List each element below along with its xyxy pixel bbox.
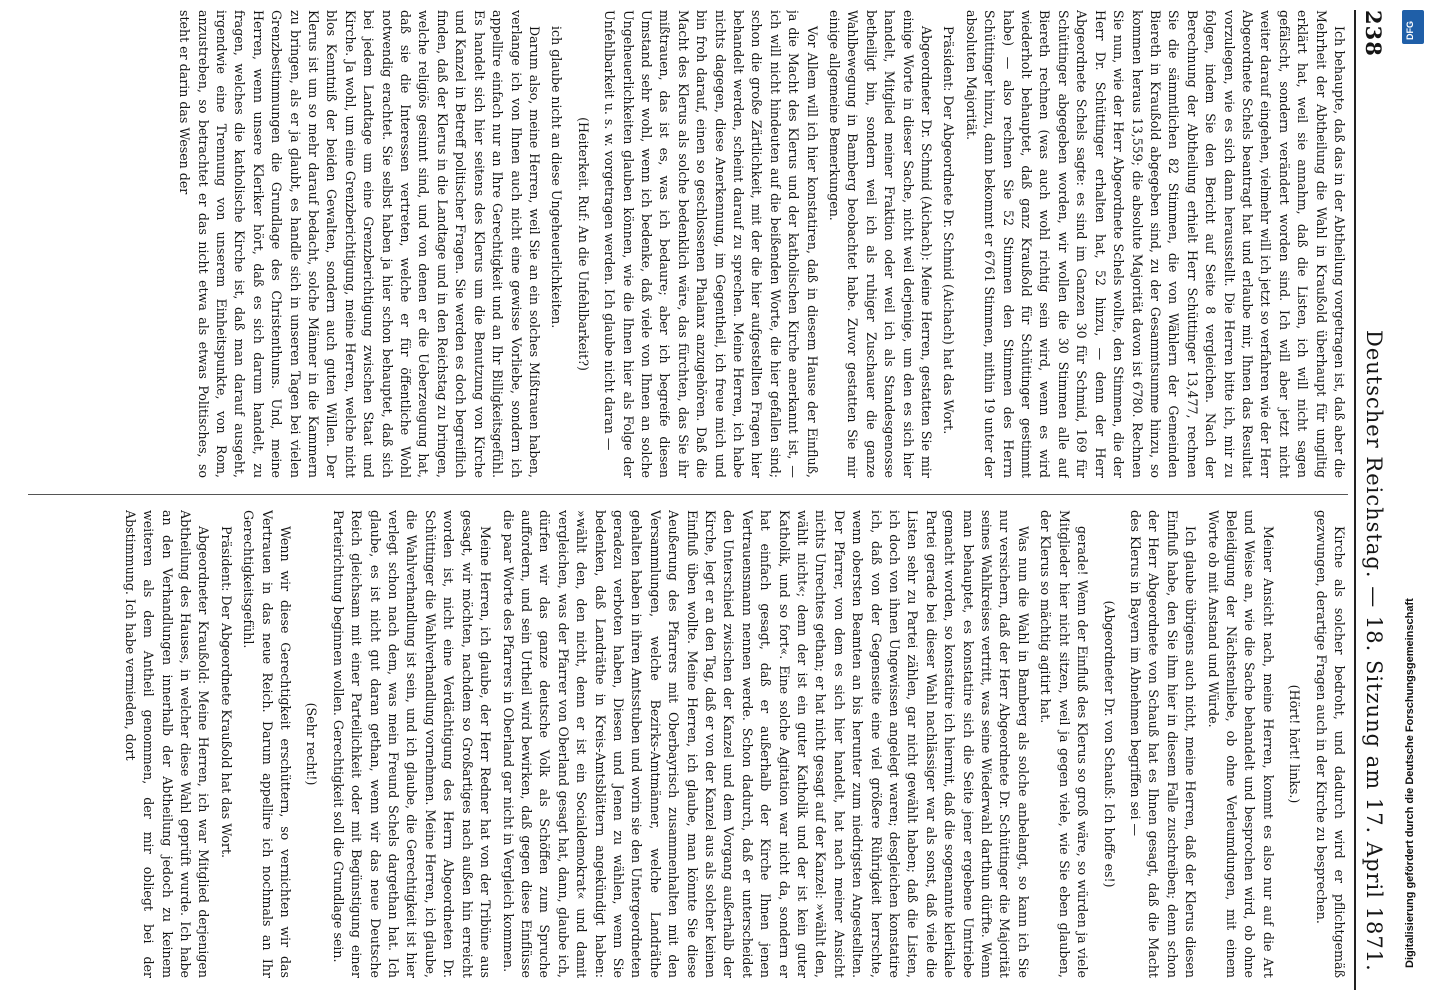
page-title: Deutscher Reichstag. — 18. Sitzung am 17. April 1871. <box>1362 330 1386 972</box>
digitization-credit <box>1404 28 1422 968</box>
page-number: 238 <box>1361 10 1386 57</box>
paragraph-president: Präsident: Der Abgeordnete Kraußold hat das Wort. <box>218 526 234 859</box>
paragraph: Abgeordneter Kraußold: Meine Herren, ich war Mitglied derjenigen Abtheilung des Hauses, in welcher diese Wahl geprüft wurde. Ich habe an den Verhandlungen innerhalb der Abtheilung jedoch zu keinem weiteren als dem Antheil genommen, der mir obliegt bei der Abstimmung. Ich habe vermieden, dort <box>122 510 212 978</box>
header-rule <box>1354 10 1356 990</box>
newspaper-page <box>10 10 1390 990</box>
paragraph-president: Präsident: Der Abgeordnete Dr. Schmid (Aichach) hat das Wort. <box>941 26 957 435</box>
interjection: (Sehr recht!) <box>304 702 320 786</box>
right-column <box>18 510 1348 978</box>
interjection: (Heiterkeit. Ruf: An die Unfehlbarkeit?) <box>575 117 591 371</box>
page-header <box>1350 10 1390 990</box>
dfg-logo-text: DFG <box>1405 21 1415 40</box>
paragraph: Vor Allem will ich hier konstatiren, daß in diesem Hause der Einfluß, ja die Macht des Klerus und der katholischen Kirche anerkannt ist, — ich will nicht hindeuten auf die beißenden Worte, die hier gefallen sind; schon die große Zärtlichkeit, mit der die hier aufgestellten Fragen hier behandelt werden, scheint darauf zu sprechen. Meine Herren, ich habe nichts dagegen, diese Anerkennung, im Gegentheil, ich freue mich und bin froh darauf, einen so geschlossenen Phalanx anzugehören. Daß die Macht des Klerus als solche bedenklich wäre, das fürchten, das Sie ihr mißtrauen, das ist es, was ich bedaure; aber ich begreife diesen Umstand sehr wohl, wenn ich bedenke, daß viele von Ihnen an solche Ungeheuerlichkeiten glauben können, wie die Ihnen hier als Folge der Unfehlbarkeit u. s. w. vorgetragen werden. Ich glaube nicht daran — <box>602 10 820 478</box>
paragraph: Abgeordneter Dr. Schmid (Aichach): Meine Herren, gestatten Sie mir einige Worte in dieser Sache, nicht weil derjenige, um den es sich hier handelt, Mitglied meiner Fraktion oder weil ich als Standesgenosse betheiligt bin, sondern weil ich als ruhiger Zuschauer die ganze Wahlbewegung in Bamberg beobachtet habe. Zuvor gestatten Sie mir einige allgemeine Bemerkungen. <box>827 10 935 478</box>
paragraph: Meiner Ansicht nach, meine Herren, kommt es also nur auf die Art und Weise an, wie die Sache behandelt und besprochen wird, ob ohne Beleidigung der Nächstenliebe, ob ohne Verleumdungen, mit einem Worte ob mit Anstand und Würde. <box>1205 510 1276 978</box>
column-divider <box>28 494 1348 495</box>
paragraph: Wenn wir diese Gerechtigkeit erschüttern, so vernichten wir das Vertrauen in das neue Reich. Darum appellire ich nochmals an Ihr Gerechtigkeitsgefühl. <box>241 510 294 978</box>
interjection: (Abgeordneter Dr. von Schauß: Ich hoffe es!) <box>1101 600 1117 888</box>
digitization-credit-text: Digitalisierung gefördert durch die Deutsche Forschungsgemeinschaft <box>1404 598 1416 968</box>
paragraph: Ich glaube übrigens auch nicht, meine Herren, daß der Klerus diesen Einfluß habe, den Sie ihm hier in diesem Falle zuschreiben; denn schon der Herr Abgeordnete von Schauß hat es Ihnen gesagt, daß die Macht des Klerus in Bayern im Abnehmen begriffen sei — <box>1127 510 1199 978</box>
left-column <box>18 10 1348 478</box>
paragraph: ich glaube nicht an diese Ungeheuerlichkeiten. <box>549 26 565 329</box>
interjection: (Hört! hört! links.) <box>1287 684 1303 804</box>
paragraph: Kirche als solcher bedroht, und dadurch wird er pflichtgemäß gezwungen, derartige Fragen auch in der Kirche zu besprechen. <box>1313 510 1347 978</box>
paragraph: Meine Herren, ich glaube, der Herr Redner hat von der Tribüne aus gesagt, wir möchten, nachdem so Großartiges nach außen hin erreicht worden ist, nicht eine Verdächtigung des Herrn Abgeordneten Dr. Schüttinger die Wahlverhandlung vornehmen. Meine Herren, ich glaube, die Wahlverhandlung ist sein, und ich glaube, die Gerechtigkeit ist hier verlegt schon nach dem, was mein Freund Schels dargethan hat. Ich glaube, es ist nicht gut daran gethan, wenn wir das neue Deutsche Reich gleichsam mit einer Parteilichkeit oder mit Begünstigung einer Parteirichtung beginnen wollen. Gerechtigkeit soll die Grundlage sein. <box>330 510 494 978</box>
paragraph: gerade! Wenn der Einfluß des Klerus so groß wäre, so würden ja viele Mitglieder hier nicht sitzen, weil ja gegen viele, wie Sie eben glauben, der Klerus so mächtig agitirt hat. <box>1038 510 1091 978</box>
paragraph: Darum also, meine Herren, weil Sie an ein solches Mißtrauen haben, verlange ich von Ihnen auch nicht eine gewisse Vorliebe, sondern ich appellire einfach nur an Ihre Gerechtigkeit und an Ihr Billigkeitsgefühl. Es handelt sich hier seitens des Klerus um die Benutzung von Kirche und Kanzel in Betreff politischer Fragen. Sie werden es doch begreiflich finden, daß der Klerus in die Landtage und in den Reichstag zu bringen, welche religiös gesinnt sind, und von denen er die Ueberzeugung hat, daß sie die Interessen vertreten, welche er für öffentliche Wohl notwendig erachtet. Sie selbst haben ja hier schon behauptet, daß sich bei jedem Landtage um eine Grenzberichtigung zwischen Staat und Kirche. Ja wohl, um eine Grenzberichtigung, meine Herren, welche nicht blos Kenntniß der beiden Gewalten, sondern auch guten Willen. Der Klerus ist um so mehr darauf bedacht, solche Männer in die Kammern zu bringen, als er ja glaubt, es handle sich in unseren Tagen bei vielen Grenzbestimmungen die Grundlage des Christenthums. Und, meine Herren, wenn unsere Kleriker hört, daß es sich darum handelt, zu fragen, welches die katholische Kirche ist, daß man darauf ausgeht, irgendwie eine Trennung von unserem Einheitspunkte, von Rom, anzustreben, so betrachtet er das nicht etwa als etwas Politisches, so steht er darin das Wesen der <box>177 10 542 478</box>
paragraph: Ich behaupte, daß das in der Abtheilung vorgetragen ist, daß aber die Mehrheit der Abtheilung die Wahl in Kraußold überhaupt für ungiltig erklärt hat, weil sie annahm, daß die Listen, ich will nicht sagen gefälscht, sondern verändert worden sind. Ich will aber jetzt nicht weiter darauf eingehen, vielmehr will ich jetzt so verfahren wie der Herr Abgeordnete Schels beantragt hat und erlaube mir, Ihnen das Resultat vorzulegen, wie es sich dann herausstellt. Die Herren bitte ich, mir zu folgen, indem Sie den Bericht auf Seite 8 vergleichen. Nach der Berechnung der Abtheilung erhielt Herr Schüttinger 13,477, rechnen Sie die sämmtlichen 82 Stimmen, die von Wählern der Gemeinden Biereth in Kraußold abgegeben sind, zu der Gesammtsumme hinzu, so kommen heraus 13,559; die absolute Majorität davon ist 6780. Rechnen Sie nun, wie der Herr Abgeordnete Schels wollte, den Stimmen, die der Herr Dr. Schüttinger erhalten hat, 52 hinzu, — denn der Herr Abgeordnete Schels sagte: es sind im Ganzen 30 für Schmid, 169 für Schüttinger abgegeben worden, wir wollen die 30 Stimmen alle auf Biereth rechnen (was auch wohl richtig sein wird, wenn es wird wiederholt behauptet, daß ganz Kraußold für Schüttinger gestimmt habe) — also rechnen Sie 52 Stimmen den Stimmen des Herrn Schüttinger hinzu, dann bekommt er 6761 Stimmen, mithin 19 unter der absoluten Majorität. <box>963 10 1347 478</box>
paragraph: Was nun die Wahl in Bamberg als solche anbelangt, so kann ich Sie nur versichern, daß der Herr Abgeordnete Dr. Schüttinger die Majorität seines Wahlkreises vertritt, was seine Wiederwahl darthun dürfte. Wenn man behauptet, es konstatire sich die Seite jener ergebene Umtriebe gemacht worden, so konstatire ich hiermit, daß die sogenannte klerikale Partei gerade bei dieser Wahl nachlässiger war als sonst, daß viele die Listen sehr zu Partei zählen, gar nicht gewählt haben; daß die Listen, ich doch von ihnen Ungewissen angelegt waren; desgleichen konstatire ich, daß von der Gegenseite eine viel größere Rührigkeit herrschte, wenn obersten Beamten an bis herunter zum niedrigsten Angestellten. Der Pfarrer, von dem es sich hier handelt, hat nach meiner Ansicht nichts Unrechtes gethan; er hat nicht gesagt auf der Kanzel: »wählt den, wählt nicht«; denn der ist ein guter Katholik und der ist kein guter Katholik, und so fort«. Eine solche Agitation war nicht da, sondern er hat einfach gesagt, daß er außerhalb der Kirche Ihnen jenen Vertrauensmann nennen werde. Schon dadurch, daß er unterscheidet den Unterschied zwischen der Kanzel und dem Vorgang außerhalb der Kirche, legt er an den Tag, daß er von der Kanzel aus als solcher keinen Einfluß üben wollte. Meine Herren, ich glaube, man könnte Sie diese Aeußerung des Pfarrers mit Oberbayrisch zusammenhalten mit den Versammlungen, welche Bezirks-Amtmänner, welche Landräthe gehalten haben in ihren Amtsstuben und worin sie den Untergeordneten geradezu verboten haben, Diesen und Jenen zu wählen, wenn Sie bedenken, daß Landräthe in Kreis-Amtsblättern angekündigt haben: »wählt den, den nicht, denn er ist ein Socialdemokrat« und damit vergleichen, was der Pfarrer von Oberland gesagt hat, dann, glaube ich, dürfen wir das ganze deutsche Volk als Schöffen zum Spruche auffordern, und sein Urtheil wird bewirken, daß gegen diese Einflüsse die paar Worte des Pfarrers in Oberland gar nicht in Vergleich kommen. <box>500 510 1031 978</box>
